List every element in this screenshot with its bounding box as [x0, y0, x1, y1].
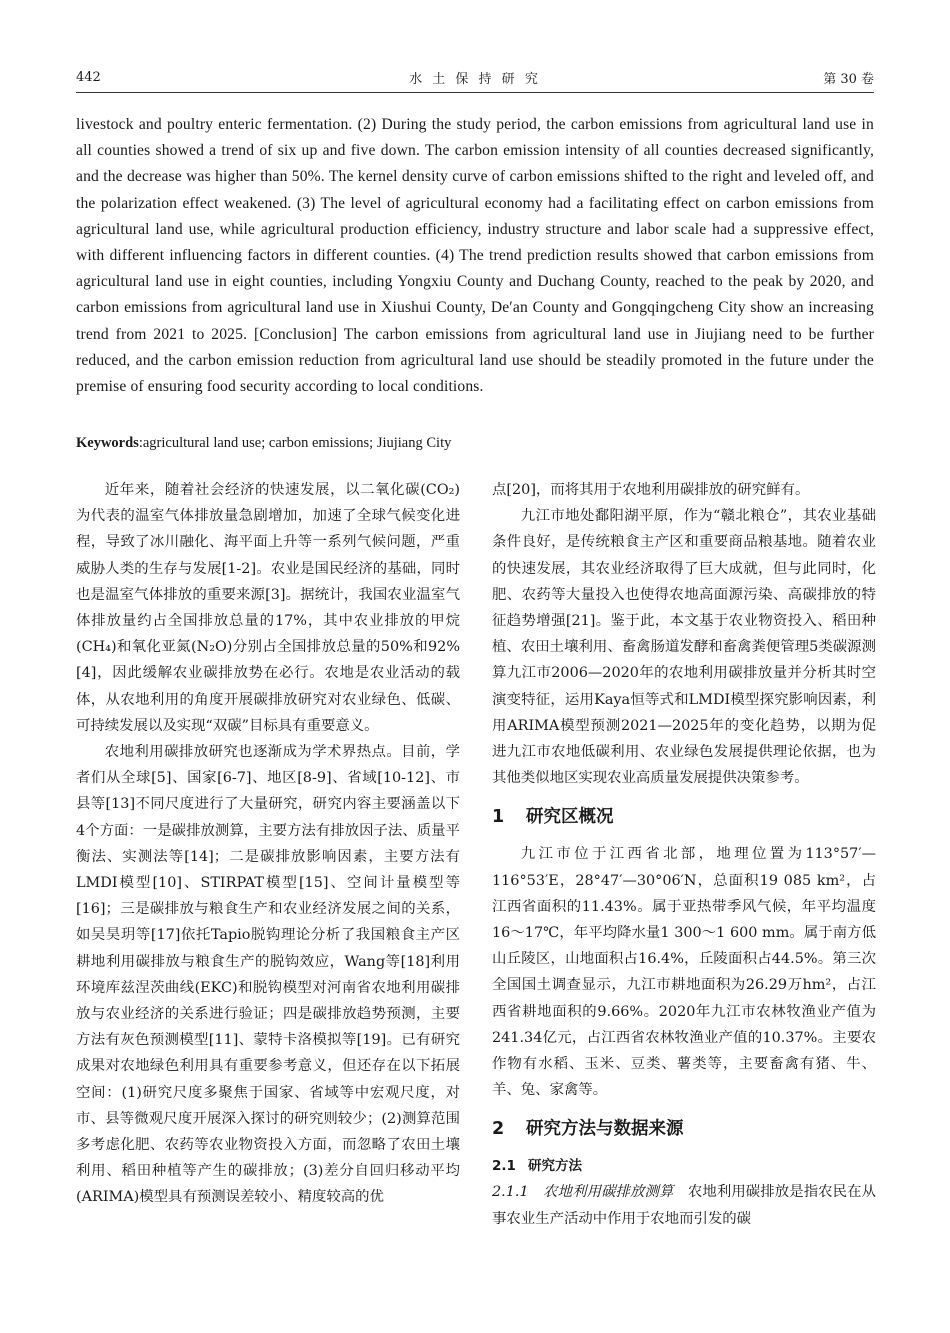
abstract-text: livestock and poultry enteric fermentation. (2) During the study period, the carbon emissions from agricultural land use in all counties showed a trend of six up and five down. The carbon emission intensity of all counties decreased significantly, and the decrease was higher than 50%. The kernel density curve of carbon emissions shifted to the right and leveled off, and the polarization effect weakened. (3) The level of agricultural economy had a facilitating effect on carbon emissions from agricultural land use, while agricultural production efficiency, industry structure and labor scale had a suppressive effect, with different influencing factors in different counties. (4) The trend prediction results showed that carbon emissions from agricultural land use in eight counties, including Yongxiu County and Duchang County, reached to the peak by 2020, and carbon emissions from agricultural land use in Xiushui County, De′an County and Gongqingcheng City show an increasing trend from 2021 to 2025. [Conclusion] The carbon emissions from agricultural land use in Jiujiang need to be further reduced, and the carbon emission reduction from agricultural land use should be steadily promoted in the future under the premise of ensuring food security according to local conditions.: [76, 116, 874, 396]
right-column: [492, 477, 876, 1232]
page-number: 442: [76, 69, 101, 85]
keywords-value: :agricultural land use; carbon emissions; Jiujiang City: [138, 435, 452, 451]
keywords-line: [76, 430, 874, 456]
intro-paragraph-3: 九江市地处鄱阳湖平原，作为“赣北粮仓”，其农业基础条件良好，是传统粮食主产区和重要商品粮基地。随着农业的快速发展，其农业经济取得了巨大成就，但与此同时，化肥、农药等大量投入也使得农地高面源污染、高碳排放的特征趋势增强[21]。鉴于此，本文基于农业物资投入、稻田种植、农田土壤利用、畜禽肠道发酵和畜禽粪便管理5类碳源测算九江市2006—2020年的农地利用碳排放量并分析其时空演变特征，运用Kaya恒等式和LMDI模型探究影响因素，利用ARIMA模型预测2021—2025年的变化趋势，以期为促进九江市农地低碳利用、农业绿色发展提供理论依据，也为其他类似地区实现农业高质量发展提供决策参考。: [492, 508, 876, 787]
keywords-label: Keywords: [76, 435, 139, 451]
intro-paragraph-1: 近年来，随着社会经济的快速发展，以二氧化碳(CO₂)为代表的温室气体排放量急剧增加，加速了全球气候变化进程，导致了冰川融化、海平面上升等一系列气候问题，严重威胁人类的生存与发展[1-2]。农业是国民经济的基础，同时也是温室气体排放的重要来源[3]。据统计，我国农业温室气体排放量约占全国排放总量的17%，其中农业排放的甲烷(CH₄)和氧化亚氮(N₂O)分别占全国排放总量的50%和92%[4]，因此缓解农业碳排放势在必行。农地是农业活动的载体，从农地利用的角度开展碳排放研究对农业绿色、低碳、可持续发展以及实现“双碳”目标具有重要意义。: [76, 482, 460, 734]
section-2-title: 研究方法与数据来源: [526, 1119, 684, 1140]
volume-label: 第 30 卷: [823, 71, 874, 87]
section-1-heading: [492, 803, 876, 831]
section-1-number: 1: [492, 807, 505, 828]
intro-paragraph-2-continued: 点[20]，而将其用于农地利用碳排放的研究鲜有。: [492, 482, 810, 498]
intro-paragraph-2: 农地利用碳排放研究也逐渐成为学术界热点。目前，学者们从全球[5]、国家[6-7]、地区[8-9]、省域[10-12]、市县等[13]不同尺度进行了大量研究，研究内容主要涵盖以下4个方面：一是碳排放测算，主要方法有排放因子法、质量平衡法、实测法等[14]；二是碳排放影响因素，主要方法有LMDI模型[10]、STIRPAT模型[15]、空间计量模型等[16]；三是碳排放与粮食生产和农业经济发展之间的关系，如吴昊玥等[17]依托Tapio脱钩理论分析了我国粮食主产区耕地利用碳排放与粮食生产的脱钩效应，Wang等[18]利用环境库兹涅茨曲线(EKC)和脱钩模型对河南省农地利用碳排放与农业经济的关系进行验证；四是碳排放趋势预测，主要方法有灰色预测模型[11]、蒙特卡洛模拟等[19]。已有研究成果对农地绿色利用具有重要参考意义，但还存在以下拓展空间：(1)研究尺度多聚焦于国家、省域等中宏观尺度，对市、县等微观尺度开展深入探讨的研究则较少；(2)测算范围多考虑化肥、农药等农业物资投入方面，而忽略了农田土壤利用、稻田种植等产生的碳排放；(3)差分自回归移动平均(ARIMA)模型具有预测误差较小、精度较高的优: [76, 744, 460, 1206]
subsection-2-1-heading: [492, 1153, 876, 1179]
method-paragraph-text: 农地利用碳排放是指农民在从事农业生产活动中作用于农地而引发的碳: [492, 1184, 876, 1227]
section-2-heading: [492, 1115, 876, 1143]
header-divider: [76, 92, 874, 93]
section-2-number: 2: [492, 1119, 505, 1140]
subsection-2-1-number: 2.1: [492, 1158, 516, 1175]
subsubsection-2-1-1-heading: 2.1.1 农地利用碳排放测算: [492, 1184, 674, 1201]
method-paragraph: [492, 1179, 876, 1231]
section-1-title: 研究区概况: [526, 807, 614, 828]
study-area-paragraph: 九江市位于江西省北部，地理位置为113°57′—116°53′E，28°47′—30°06′N，总面积19 085 km²，占江西省面积的11.43%。属于亚热带季风气候，年平均温度16～17℃，年平均降水量1 300～1 600 mm。属于南方低山丘陵区，山地面积占16.4%，丘陵面积占44.5%。第三次全国国土调查显示，九江市耕地面积为26.29万hm²，占江西省耕地面积的9.66%。2020年九江市农林牧渔业产值为241.34亿元，占江西省农林牧渔业产值的10.37%。主要农作物有水稻、玉米、豆类、薯类等，主要畜禽有猪、牛、羊、兔、家禽等。: [492, 846, 876, 1099]
journal-title: 水 土 保 持 研 究: [409, 71, 541, 87]
subsection-2-1-title: 研究方法: [528, 1158, 582, 1175]
left-column: [76, 477, 460, 1211]
page-header: [76, 66, 874, 88]
